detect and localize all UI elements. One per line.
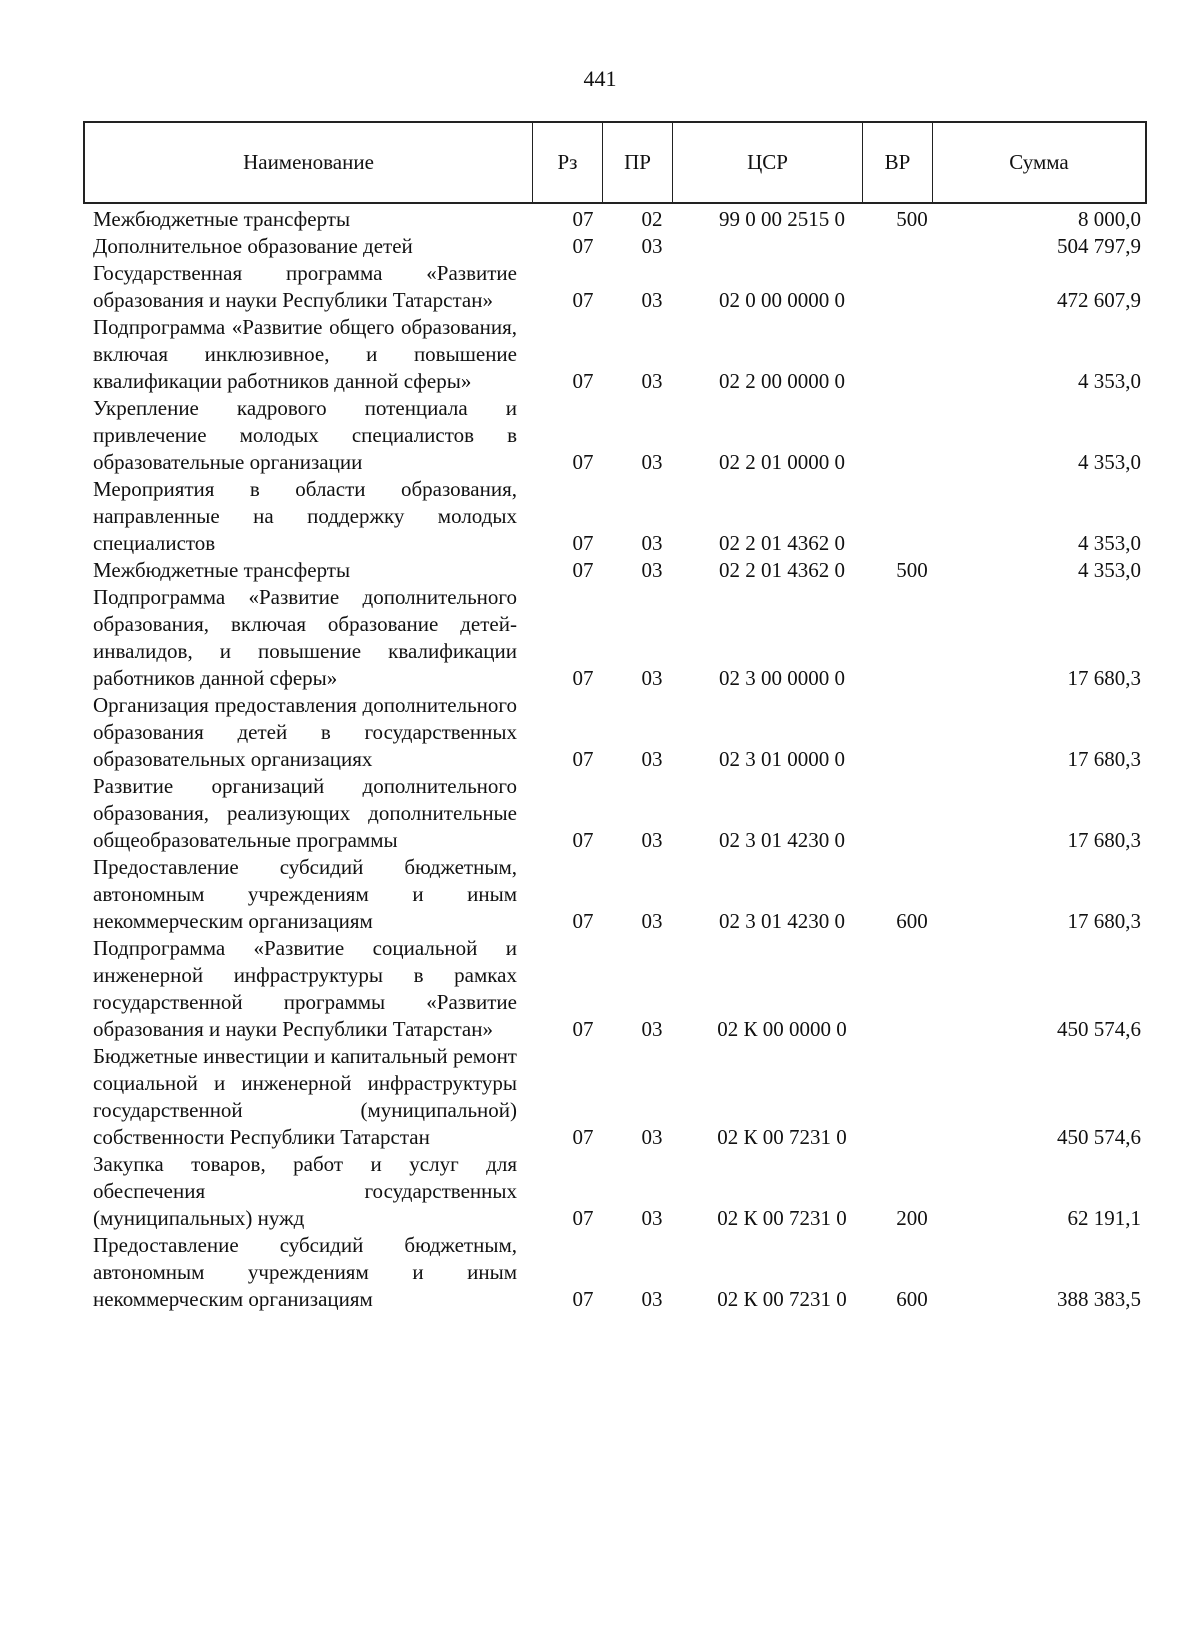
row-csr: 02 0 00 0000 0 bbox=[719, 288, 845, 312]
row-name: Подпрограмма «Развитие общего образования, включая инклюзивное, и повышение квалификации работников данной сферы» bbox=[93, 315, 517, 393]
row-pr: 03 bbox=[641, 369, 663, 393]
row-rz: 07 bbox=[572, 1017, 594, 1041]
row-csr: 02 3 01 4230 0 bbox=[719, 909, 845, 933]
row-vr: 500 bbox=[896, 558, 928, 582]
row-name: Межбюджетные трансферты bbox=[93, 207, 351, 231]
table-row bbox=[93, 1151, 1143, 1232]
row-vr: 600 bbox=[896, 1287, 928, 1311]
row-pr: 03 bbox=[641, 288, 663, 312]
header-rz: Рз bbox=[533, 123, 603, 202]
row-csr: 02 К 00 7231 0 bbox=[717, 1287, 847, 1311]
row-rz: 07 bbox=[572, 1287, 594, 1311]
header-pr: ПР bbox=[603, 123, 673, 202]
header-sum: Сумма bbox=[1009, 150, 1069, 174]
table-body bbox=[93, 206, 1143, 1313]
row-rz: 07 bbox=[572, 531, 594, 555]
row-name: Подпрограмма «Развитие дополнительного образования, включая образование детей-инвалидов, и повышение квалификации работников данной сферы» bbox=[93, 585, 517, 690]
row-rz: 07 bbox=[572, 909, 594, 933]
row-sum: 450 574,6 bbox=[1057, 1017, 1141, 1041]
row-pr: 03 bbox=[641, 531, 663, 555]
row-rz: 07 bbox=[572, 558, 594, 582]
row-rz: 07 bbox=[572, 828, 594, 852]
row-name: Межбюджетные трансферты bbox=[93, 558, 351, 582]
row-csr: 02 К 00 0000 0 bbox=[717, 1017, 847, 1041]
row-sum: 17 680,3 bbox=[1067, 666, 1141, 690]
row-sum: 388 383,5 bbox=[1057, 1287, 1141, 1311]
header-name: Наименование bbox=[85, 123, 533, 202]
row-rz: 07 bbox=[572, 1125, 594, 1149]
row-rz: 07 bbox=[572, 234, 594, 258]
row-rz: 07 bbox=[572, 747, 594, 771]
row-pr: 03 bbox=[641, 1206, 663, 1230]
page-number: 441 bbox=[583, 66, 617, 91]
row-name: Закупка товаров, работ и услуг для обеспечения государственных (муниципальных) нужд bbox=[93, 1152, 517, 1230]
row-vr: 600 bbox=[896, 909, 928, 933]
row-rz: 07 bbox=[572, 369, 594, 393]
row-csr: 02 2 00 0000 0 bbox=[719, 369, 845, 393]
row-vr: 500 bbox=[896, 207, 928, 231]
row-rz: 07 bbox=[572, 450, 594, 474]
row-name: Развитие организаций дополнительного образования, реализующих дополнительные общеобразовательные программы bbox=[93, 774, 517, 852]
row-name: Мероприятия в области образования, направленные на поддержку молодых специалистов bbox=[93, 477, 517, 555]
row-name: Укрепление кадрового потенциала и привлечение молодых специалистов в образовательные организации bbox=[93, 396, 517, 474]
row-csr: 99 0 00 2515 0 bbox=[719, 207, 845, 231]
row-sum: 62 191,1 bbox=[1067, 1206, 1141, 1230]
row-csr: 02 3 01 0000 0 bbox=[719, 747, 845, 771]
row-sum: 504 797,9 bbox=[1057, 234, 1141, 258]
row-pr: 03 bbox=[641, 828, 663, 852]
table-row bbox=[93, 557, 1143, 584]
table-row bbox=[93, 260, 1143, 314]
row-name: Предоставление субсидий бюджетным, автономным учреждениям и иным некоммерческим организациям bbox=[93, 1233, 517, 1311]
row-sum: 4 353,0 bbox=[1078, 558, 1141, 582]
row-csr: 02 3 00 0000 0 bbox=[719, 666, 845, 690]
row-name: Предоставление субсидий бюджетным, автономным учреждениям и иным некоммерческим организациям bbox=[93, 855, 517, 933]
row-sum: 17 680,3 bbox=[1067, 909, 1141, 933]
row-sum: 450 574,6 bbox=[1057, 1125, 1141, 1149]
table-row bbox=[93, 206, 1143, 233]
table-row bbox=[93, 476, 1143, 557]
row-name: Государственная программа «Развитие образования и науки Республики Татарстан» bbox=[93, 261, 517, 312]
row-csr: 02 К 00 7231 0 bbox=[717, 1206, 847, 1230]
table-row bbox=[93, 395, 1143, 476]
table-row bbox=[93, 692, 1143, 773]
row-pr: 03 bbox=[641, 1287, 663, 1311]
header-csr: ЦСР bbox=[673, 123, 863, 202]
row-sum: 17 680,3 bbox=[1067, 828, 1141, 852]
row-name: Организация предоставления дополнительного образования детей в государственных образовательных организациях bbox=[93, 693, 517, 771]
table-row bbox=[93, 1232, 1143, 1313]
table-row bbox=[93, 854, 1143, 935]
row-pr: 03 bbox=[641, 1125, 663, 1149]
row-name: Подпрограмма «Развитие социальной и инженерной инфраструктуры в рамках государственной программы «Развитие образования и науки Республики Татарстан» bbox=[93, 936, 517, 1041]
table-row bbox=[93, 233, 1143, 260]
row-rz: 07 bbox=[572, 288, 594, 312]
table-row bbox=[93, 773, 1143, 854]
table-row bbox=[93, 1043, 1143, 1151]
row-csr: 02 2 01 4362 0 bbox=[719, 531, 845, 555]
row-sum: 8 000,0 bbox=[1078, 207, 1141, 231]
header-vr: ВР bbox=[863, 123, 933, 202]
row-pr: 03 bbox=[641, 1017, 663, 1041]
row-pr: 03 bbox=[641, 558, 663, 582]
row-csr: 02 2 01 4362 0 bbox=[719, 558, 845, 582]
row-csr: 02 3 01 4230 0 bbox=[719, 828, 845, 852]
row-sum: 472 607,9 bbox=[1057, 288, 1141, 312]
row-sum: 17 680,3 bbox=[1067, 747, 1141, 771]
row-pr: 03 bbox=[641, 909, 663, 933]
row-pr: 03 bbox=[641, 666, 663, 690]
row-pr: 03 bbox=[641, 450, 663, 474]
row-name: Дополнительное образование детей bbox=[93, 234, 413, 258]
row-rz: 07 bbox=[572, 1206, 594, 1230]
row-sum: 4 353,0 bbox=[1078, 369, 1141, 393]
row-pr: 03 bbox=[641, 747, 663, 771]
row-sum: 4 353,0 bbox=[1078, 531, 1141, 555]
table-row bbox=[93, 584, 1143, 692]
row-pr: 02 bbox=[641, 207, 663, 231]
row-sum: 4 353,0 bbox=[1078, 450, 1141, 474]
row-vr: 200 bbox=[896, 1206, 928, 1230]
row-csr: 02 К 00 7231 0 bbox=[717, 1125, 847, 1149]
row-rz: 07 bbox=[572, 207, 594, 231]
row-name: Бюджетные инвестиции и капитальный ремонт социальной и инженерной инфраструктуры государственной (муниципальной) собственности Республики Татарстан bbox=[93, 1044, 517, 1149]
row-csr: 02 2 01 0000 0 bbox=[719, 450, 845, 474]
table-row bbox=[93, 935, 1143, 1043]
table-header bbox=[83, 121, 1147, 204]
table-row bbox=[93, 314, 1143, 395]
row-pr: 03 bbox=[641, 234, 663, 258]
row-rz: 07 bbox=[572, 666, 594, 690]
